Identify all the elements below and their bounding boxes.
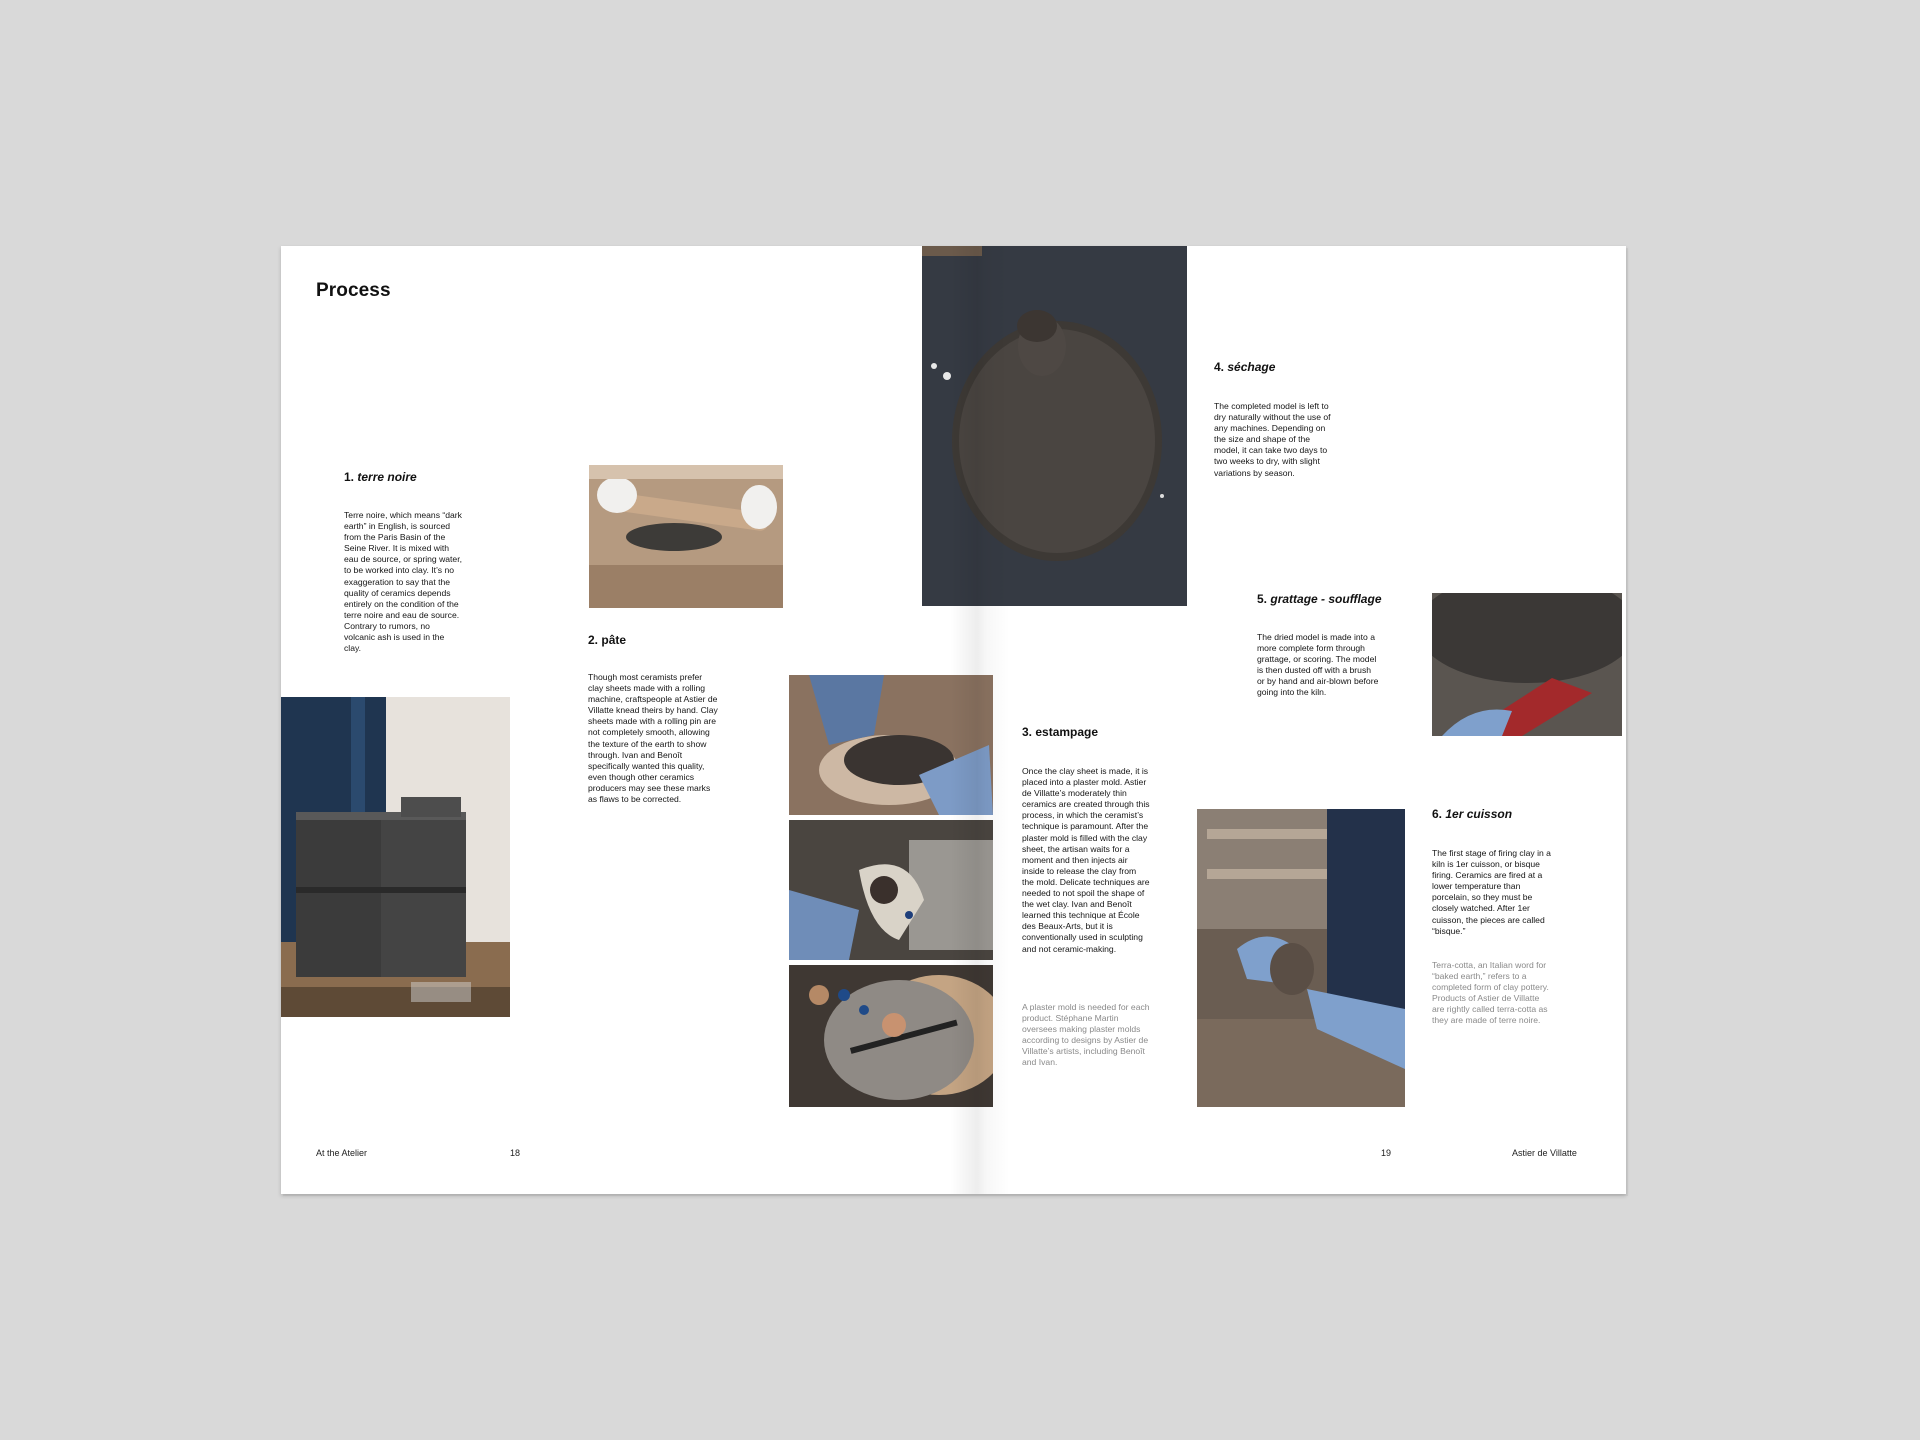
- photo-molding-hands: [789, 675, 993, 815]
- section-2-title: pâte: [601, 633, 627, 647]
- photo-plaster-mold: [789, 965, 993, 1107]
- section-6-body: The first stage of firing clay in a kiln is 1er cuisson, or bisque firing. Ceramics are fired at a lower temperature than porcelain, so they must be closely watched. After 1er cuisson, the pieces are called “bisque.”: [1432, 848, 1551, 936]
- section-3-number: 3.: [1022, 725, 1033, 739]
- section-1-body: Terre noire, which means “dark earth” in English, is sourced from the Paris Basin of the Seine River. It is mixed with eau de source, or spring water, to be worked into clay. It’s no exaggeration to say that the quality of ceramics depends entirely on the condition of the terre noire and eau de source. Contrary to rumors, no volcanic ash is used in the clay.: [344, 510, 462, 654]
- section-4-title: séchage: [1227, 360, 1276, 374]
- section-1-number: 1.: [344, 470, 355, 484]
- photo-releasing-mold: [789, 820, 993, 960]
- section-4-number: 4.: [1214, 360, 1225, 374]
- section-6-heading: [1432, 807, 1512, 821]
- photo-clay-blocks: [281, 697, 510, 1017]
- section-1-title: terre noire: [357, 470, 417, 484]
- page-number-right: 19: [1381, 1148, 1392, 1158]
- photo-rolling-pin: [589, 465, 783, 608]
- section-3-heading: [1022, 725, 1098, 739]
- footer-right-label: Astier de Villatte: [1512, 1148, 1577, 1158]
- section-3-body: Once the clay sheet is made, it is placed into a plaster mold. Astier de Villatte’s moderately thin ceramics are created through this process, in which the ceramist’s technique is paramount. After the plaster mold is filled with the clay sheet, the artisan waits for a moment and then injects air inside to release the clay from the mold. Delicate techniques are needed to not spoil the shape of the wet clay. Ivan and Benoît learned this technique at École des Beaux-Arts, but it is conventionally used in sculpting and not ceramic-making.: [1022, 766, 1150, 954]
- page-title: Process: [316, 280, 391, 301]
- section-2-heading: [588, 633, 626, 647]
- section-6-number: 6.: [1432, 807, 1443, 821]
- section-4-body: The completed model is left to dry naturally without the use of any machines. Depending on the size and shape of the model, it can take two days to two weeks to dry, with slight variations by season.: [1214, 401, 1331, 478]
- section-5-heading: [1257, 592, 1382, 606]
- section-6-title: 1er cuisson: [1445, 807, 1513, 821]
- section-5-body: The dried model is made into a more complete form through grattage, or scoring. The model is then dusted off with a brush or by hand and air-blown before going into the kiln.: [1257, 632, 1379, 698]
- section-4-heading: [1214, 360, 1275, 374]
- photo-scraping: [1432, 593, 1622, 736]
- section-2-number: 2.: [588, 633, 599, 647]
- section-3-title: estampage: [1035, 725, 1099, 739]
- section-5-title: grattage - soufflage: [1270, 592, 1382, 606]
- section-2-body: Though most ceramists prefer clay sheets made with a rolling machine, craftspeople at Astier de Villatte knead theirs by hand. Clay sheets made with a rolling pin are not completely smooth, allowing the texture of the earth to show through. Ivan and Benoît specifically wanted this quality, even though other ceramics producers may see these marks as flaws to be corrected.: [588, 672, 718, 805]
- section-5-number: 5.: [1257, 592, 1268, 606]
- page-number-left: 18: [510, 1148, 521, 1158]
- section-3-note: A plaster mold is needed for each product. Stéphane Martin oversees making plaster molds according to designs by Astier de Villatte’s artists, including Benoît and Ivan.: [1022, 1002, 1150, 1068]
- photo-bisque-finishing: [1197, 809, 1405, 1107]
- magazine-spread: [281, 246, 1626, 1194]
- section-1-heading: [344, 470, 417, 484]
- footer-left-label: At the Atelier: [316, 1148, 368, 1158]
- photo-drying-model: [922, 246, 1187, 606]
- section-6-note: Terra-cotta, an Italian word for “baked earth,” refers to a completed form of clay pottery. Products of Astier de Villatte are rightly called terra-cotta as they are made of terre noire.: [1432, 960, 1549, 1026]
